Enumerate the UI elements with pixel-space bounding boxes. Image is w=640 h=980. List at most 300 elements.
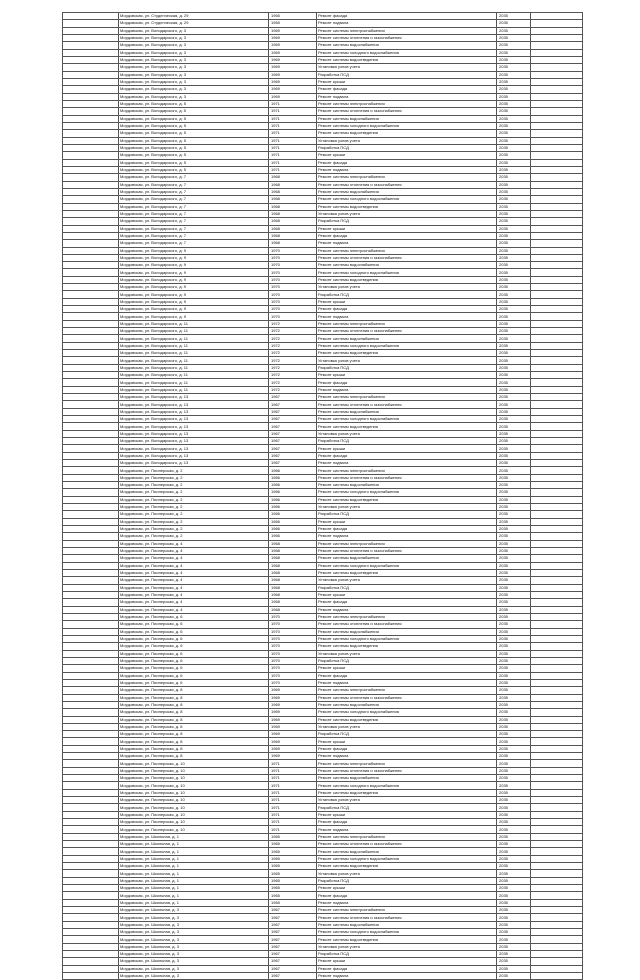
cell-num	[63, 841, 119, 848]
cell-address: Мордовская, ул. Володарского, д. 3	[119, 34, 269, 41]
cell-work: Ремонт крыши	[317, 372, 497, 379]
cell-address: Мордовская, ул. Пионерская, д. 4	[119, 555, 269, 562]
cell-year: 1971	[269, 137, 317, 144]
cell-address: Мордовская, ул. Володарского, д. 5	[119, 166, 269, 173]
table-row	[63, 914, 583, 921]
cell-work: Ремонт системы электроснабжения	[317, 247, 497, 254]
cell-sum	[531, 540, 583, 547]
cell-plan: 2035	[497, 232, 531, 239]
cell-num	[63, 782, 119, 789]
cell-num	[63, 745, 119, 752]
table-row	[63, 797, 583, 804]
cell-plan: 2035	[497, 665, 531, 672]
cell-plan: 2035	[497, 591, 531, 598]
cell-year: 1968	[269, 181, 317, 188]
cell-num	[63, 723, 119, 730]
table-row	[63, 562, 583, 569]
cell-year: 1968	[269, 547, 317, 554]
cell-year: 1970	[269, 635, 317, 642]
cell-year: 1972	[269, 350, 317, 357]
cell-work: Установка узлов учета	[317, 284, 497, 291]
cell-address: Мордовская, ул. Володарского, д. 5	[119, 122, 269, 129]
cell-year: 1969	[269, 738, 317, 745]
table-row	[63, 64, 583, 71]
cell-plan: 2035	[497, 452, 531, 459]
table-row	[63, 100, 583, 107]
cell-address: Мордовская, ул. Школьная, д. 1	[119, 841, 269, 848]
cell-num	[63, 408, 119, 415]
table-row	[63, 203, 583, 210]
table-row	[63, 775, 583, 782]
table-row	[63, 137, 583, 144]
cell-year: 1965	[269, 870, 317, 877]
cell-work: Ремонт системы водоотведения	[317, 789, 497, 796]
cell-work: Ремонт крыши	[317, 445, 497, 452]
cell-num	[63, 914, 119, 921]
cell-work: Ремонт системы холодного водоснабжения	[317, 342, 497, 349]
cell-work: Разработка ПСД	[317, 804, 497, 811]
cell-work: Ремонт подвала	[317, 899, 497, 906]
cell-plan: 2035	[497, 753, 531, 760]
cell-num	[63, 27, 119, 34]
cell-address: Мордовская, ул. Володарского, д. 7	[119, 225, 269, 232]
cell-sum	[531, 863, 583, 870]
cell-year: 1967	[269, 951, 317, 958]
cell-work: Ремонт системы отопления и газоснабжения	[317, 767, 497, 774]
cell-address: Мордовская, ул. Школьная, д. 1	[119, 885, 269, 892]
table-row	[63, 166, 583, 173]
cell-address: Мордовская, ул. Пионерская, д. 8	[119, 745, 269, 752]
cell-plan: 2035	[497, 672, 531, 679]
cell-address: Мордовская, ул. Пионерская, д. 8	[119, 738, 269, 745]
cell-plan: 2035	[497, 262, 531, 269]
cell-num	[63, 225, 119, 232]
cell-year: 1967	[269, 929, 317, 936]
cell-year: 1969	[269, 687, 317, 694]
cell-address: Мордовская, ул. Пионерская, д. 4	[119, 599, 269, 606]
cell-sum	[531, 20, 583, 27]
cell-address: Мордовская, ул. Володарского, д. 5	[119, 108, 269, 115]
cell-plan: 2035	[497, 613, 531, 620]
table-row	[63, 108, 583, 115]
cell-plan: 2035	[497, 907, 531, 914]
cell-plan: 2035	[497, 188, 531, 195]
cell-work: Ремонт системы водоотведения	[317, 496, 497, 503]
cell-address: Мордовская, ул. Пионерская, д. 6	[119, 628, 269, 635]
cell-sum	[531, 328, 583, 335]
table-row	[63, 621, 583, 628]
cell-sum	[531, 342, 583, 349]
cell-sum	[531, 635, 583, 642]
cell-address: Мордовская, ул. Пионерская, д. 4	[119, 606, 269, 613]
cell-work: Ремонт фасада	[317, 965, 497, 972]
cell-address: Мордовская, ул. Школьная, д. 3	[119, 943, 269, 950]
cell-address: Мордовская, ул. Пионерская, д. 4	[119, 569, 269, 576]
cell-address: Мордовская, ул. Пионерская, д. 10	[119, 775, 269, 782]
cell-address: Мордовская, ул. Володарского, д. 13	[119, 452, 269, 459]
cell-address: Мордовская, ул. Пионерская, д. 6	[119, 635, 269, 642]
table-row	[63, 93, 583, 100]
table-row	[63, 423, 583, 430]
cell-num	[63, 13, 119, 20]
cell-address: Мордовская, ул. Пионерская, д. 6	[119, 621, 269, 628]
cell-num	[63, 108, 119, 115]
cell-sum	[531, 767, 583, 774]
cell-work: Ремонт крыши	[317, 591, 497, 598]
table-row	[63, 291, 583, 298]
cell-num	[63, 460, 119, 467]
table-row	[63, 474, 583, 481]
table-row	[63, 753, 583, 760]
table-row	[63, 130, 583, 137]
cell-sum	[531, 174, 583, 181]
cell-year: 1969	[269, 701, 317, 708]
cell-num	[63, 606, 119, 613]
cell-address: Мордовская, ул. Володарского, д. 13	[119, 438, 269, 445]
cell-year: 1967	[269, 460, 317, 467]
cell-address: Мордовская, ул. Пионерская, д. 8	[119, 723, 269, 730]
cell-address: Мордовская, ул. Пионерская, д. 4	[119, 591, 269, 598]
cell-sum	[531, 93, 583, 100]
cell-num	[63, 899, 119, 906]
cell-num	[63, 943, 119, 950]
cell-plan: 2035	[497, 247, 531, 254]
cell-work: Ремонт системы электроснабжения	[317, 100, 497, 107]
cell-plan: 2035	[497, 584, 531, 591]
cell-address: Мордовская, ул. Володарского, д. 7	[119, 188, 269, 195]
table-row	[63, 687, 583, 694]
cell-address: Мордовская, ул. Студенческая, д. 29	[119, 20, 269, 27]
cell-work: Ремонт фасада	[317, 306, 497, 313]
cell-sum	[531, 584, 583, 591]
cell-plan: 2035	[497, 643, 531, 650]
cell-work: Ремонт системы водоснабжения	[317, 628, 497, 635]
cell-plan: 2035	[497, 863, 531, 870]
cell-num	[63, 350, 119, 357]
cell-year: 1968	[269, 232, 317, 239]
cell-year: 1971	[269, 122, 317, 129]
cell-address: Мордовская, ул. Володарского, д. 13	[119, 394, 269, 401]
cell-year: 1969	[269, 27, 317, 34]
cell-year: 1970	[269, 628, 317, 635]
cell-address: Мордовская, ул. Пионерская, д. 10	[119, 789, 269, 796]
cell-plan: 2035	[497, 474, 531, 481]
cell-sum	[531, 738, 583, 745]
cell-year: 1971	[269, 826, 317, 833]
cell-year: 1970	[269, 665, 317, 672]
cell-work: Ремонт системы холодного водоснабжения	[317, 489, 497, 496]
cell-address: Мордовская, ул. Школьная, д. 1	[119, 833, 269, 840]
cell-sum	[531, 445, 583, 452]
cell-year: 1967	[269, 438, 317, 445]
cell-year: 1967	[269, 452, 317, 459]
cell-work: Ремонт подвала	[317, 240, 497, 247]
cell-address: Мордовская, ул. Володарского, д. 5	[119, 115, 269, 122]
table-row	[63, 657, 583, 664]
cell-sum	[531, 144, 583, 151]
cell-address: Мордовская, ул. Володарского, д. 7	[119, 174, 269, 181]
table-row	[63, 628, 583, 635]
cell-num	[63, 438, 119, 445]
cell-year: 1968	[269, 196, 317, 203]
cell-sum	[531, 496, 583, 503]
cell-num	[63, 577, 119, 584]
cell-year: 1966	[269, 511, 317, 518]
cell-sum	[531, 247, 583, 254]
cell-sum	[531, 379, 583, 386]
cell-sum	[531, 430, 583, 437]
cell-sum	[531, 731, 583, 738]
cell-year: 1967	[269, 430, 317, 437]
cell-work: Разработка ПСД	[317, 584, 497, 591]
cell-address: Мордовская, ул. Володарского, д. 9	[119, 262, 269, 269]
cell-address: Мордовская, ул. Пионерская, д. 6	[119, 613, 269, 620]
cell-num	[63, 555, 119, 562]
cell-address: Мордовская, ул. Пионерская, д. 6	[119, 650, 269, 657]
cell-plan: 2035	[497, 577, 531, 584]
cell-num	[63, 533, 119, 540]
cell-sum	[531, 482, 583, 489]
table-row	[63, 188, 583, 195]
cell-sum	[531, 320, 583, 327]
cell-sum	[531, 643, 583, 650]
table-row	[63, 972, 583, 979]
table-row	[63, 716, 583, 723]
cell-num	[63, 247, 119, 254]
cell-work: Ремонт системы водоотведения	[317, 423, 497, 430]
cell-year: 1972	[269, 335, 317, 342]
cell-address: Мордовская, ул. Школьная, д. 1	[119, 877, 269, 884]
cell-plan: 2035	[497, 731, 531, 738]
cell-work: Ремонт системы холодного водоснабжения	[317, 855, 497, 862]
table-row	[63, 34, 583, 41]
cell-sum	[531, 672, 583, 679]
table-row	[63, 599, 583, 606]
cell-work: Ремонт системы водоснабжения	[317, 555, 497, 562]
cell-work: Ремонт крыши	[317, 518, 497, 525]
table-row	[63, 27, 583, 34]
cell-year: 1970	[269, 276, 317, 283]
cell-work: Установка узлов учета	[317, 64, 497, 71]
cell-sum	[531, 679, 583, 686]
table-row	[63, 613, 583, 620]
cell-year: 1969	[269, 753, 317, 760]
cell-year: 1966	[269, 496, 317, 503]
cell-address: Мордовская, ул. Пионерская, д. 4	[119, 540, 269, 547]
table-row	[63, 650, 583, 657]
cell-work: Ремонт системы водоотведения	[317, 936, 497, 943]
cell-address: Мордовская, ул. Пионерская, д. 6	[119, 657, 269, 664]
cell-year: 1967	[269, 936, 317, 943]
cell-num	[63, 100, 119, 107]
cell-address: Мордовская, ул. Пионерская, д. 2	[119, 503, 269, 510]
cell-plan: 2035	[497, 657, 531, 664]
cell-num	[63, 320, 119, 327]
cell-address: Мордовская, ул. Школьная, д. 1	[119, 848, 269, 855]
table-row	[63, 174, 583, 181]
cell-address: Мордовская, ул. Володарского, д. 7	[119, 181, 269, 188]
cell-sum	[531, 665, 583, 672]
cell-num	[63, 679, 119, 686]
cell-work: Ремонт крыши	[317, 738, 497, 745]
cell-plan: 2035	[497, 13, 531, 20]
cell-plan: 2035	[497, 78, 531, 85]
cell-work: Установка узлов учета	[317, 503, 497, 510]
cell-work: Ремонт системы водоснабжения	[317, 701, 497, 708]
table-row	[63, 767, 583, 774]
cell-address: Мордовская, ул. Володарского, д. 7	[119, 218, 269, 225]
cell-sum	[531, 907, 583, 914]
cell-plan: 2035	[497, 797, 531, 804]
table-row	[63, 547, 583, 554]
cell-work: Ремонт подвала	[317, 460, 497, 467]
table-row	[63, 357, 583, 364]
cell-num	[63, 584, 119, 591]
table-row	[63, 71, 583, 78]
table-row	[63, 958, 583, 965]
cell-work: Ремонт системы электроснабжения	[317, 687, 497, 694]
cell-num	[63, 78, 119, 85]
cell-work: Ремонт системы электроснабжения	[317, 27, 497, 34]
cell-work: Ремонт системы водоснабжения	[317, 188, 497, 195]
cell-sum	[531, 921, 583, 928]
cell-work: Ремонт подвала	[317, 972, 497, 979]
cell-work: Ремонт крыши	[317, 885, 497, 892]
cell-plan: 2035	[497, 965, 531, 972]
cell-work: Ремонт крыши	[317, 225, 497, 232]
cell-address: Мордовская, ул. Володарского, д. 9	[119, 247, 269, 254]
table-row	[63, 328, 583, 335]
cell-work: Ремонт подвала	[317, 826, 497, 833]
table-row	[63, 78, 583, 85]
cell-sum	[531, 159, 583, 166]
table-row	[63, 907, 583, 914]
cell-address: Мордовская, ул. Володарского, д. 13	[119, 430, 269, 437]
cell-work: Ремонт системы холодного водоснабжения	[317, 196, 497, 203]
cell-sum	[531, 877, 583, 884]
cell-year: 1972	[269, 342, 317, 349]
cell-work: Ремонт подвала	[317, 93, 497, 100]
cell-num	[63, 34, 119, 41]
cell-num	[63, 86, 119, 93]
cell-work: Ремонт подвала	[317, 386, 497, 393]
cell-year: 1968	[269, 203, 317, 210]
cell-work: Ремонт подвала	[317, 606, 497, 613]
cell-sum	[531, 511, 583, 518]
cell-work: Ремонт системы водоснабжения	[317, 921, 497, 928]
cell-plan: 2035	[497, 49, 531, 56]
table-row	[63, 951, 583, 958]
table-row	[63, 225, 583, 232]
table-row	[63, 745, 583, 752]
cell-work: Ремонт системы водоотведения	[317, 716, 497, 723]
cell-num	[63, 929, 119, 936]
cell-year: 1967	[269, 423, 317, 430]
table-row	[63, 665, 583, 672]
cell-year: 1971	[269, 166, 317, 173]
cell-num	[63, 591, 119, 598]
cell-address: Мордовская, ул. Пионерская, д. 10	[119, 826, 269, 833]
cell-sum	[531, 203, 583, 210]
table-row	[63, 13, 583, 20]
cell-year: 1969	[269, 34, 317, 41]
cell-work: Ремонт системы холодного водоснабжения	[317, 709, 497, 716]
cell-plan: 2035	[497, 196, 531, 203]
table-row	[63, 408, 583, 415]
table-row	[63, 841, 583, 848]
cell-num	[63, 342, 119, 349]
cell-num	[63, 753, 119, 760]
cell-sum	[531, 899, 583, 906]
cell-num	[63, 921, 119, 928]
table-row	[63, 181, 583, 188]
cell-year: 1972	[269, 328, 317, 335]
cell-num	[63, 210, 119, 217]
cell-num	[63, 203, 119, 210]
cell-year: 1972	[269, 372, 317, 379]
cell-sum	[531, 306, 583, 313]
cell-year: 1967	[269, 408, 317, 415]
cell-work: Ремонт системы холодного водоснабжения	[317, 782, 497, 789]
cell-address: Мордовская, ул. Пионерская, д. 2	[119, 525, 269, 532]
table-row	[63, 269, 583, 276]
cell-work: Ремонт системы электроснабжения	[317, 760, 497, 767]
cell-work: Ремонт крыши	[317, 298, 497, 305]
cell-address: Мордовская, ул. Володарского, д. 3	[119, 27, 269, 34]
cell-work: Установка узлов учета	[317, 357, 497, 364]
cell-num	[63, 613, 119, 620]
cell-sum	[531, 350, 583, 357]
table-row	[63, 313, 583, 320]
cell-year: 1971	[269, 819, 317, 826]
cell-num	[63, 401, 119, 408]
table-row	[63, 672, 583, 679]
cell-num	[63, 144, 119, 151]
cell-address: Мордовская, ул. Володарского, д. 13	[119, 408, 269, 415]
cell-sum	[531, 533, 583, 540]
cell-address: Мордовская, ул. Пионерская, д. 4	[119, 577, 269, 584]
table-row	[63, 42, 583, 49]
cell-num	[63, 892, 119, 899]
table-row	[63, 503, 583, 510]
cell-work: Ремонт крыши	[317, 78, 497, 85]
cell-work: Ремонт системы отопления и газоснабжения	[317, 474, 497, 481]
cell-year: 1971	[269, 108, 317, 115]
cell-year: 1969	[269, 56, 317, 63]
cell-work: Ремонт системы отопления и газоснабжения	[317, 621, 497, 628]
cell-address: Мордовская, ул. Володарского, д. 9	[119, 276, 269, 283]
cell-sum	[531, 313, 583, 320]
cell-num	[63, 643, 119, 650]
cell-num	[63, 709, 119, 716]
cell-work: Ремонт системы электроснабжения	[317, 467, 497, 474]
cell-plan: 2035	[497, 738, 531, 745]
cell-work: Ремонт подвала	[317, 533, 497, 540]
cell-year: 1966	[269, 482, 317, 489]
cell-num	[63, 635, 119, 642]
cell-address: Мордовская, ул. Володарского, д. 9	[119, 306, 269, 313]
cell-plan: 2035	[497, 269, 531, 276]
cell-year: 1965	[269, 885, 317, 892]
cell-work: Ремонт фасада	[317, 525, 497, 532]
cell-sum	[531, 525, 583, 532]
cell-sum	[531, 49, 583, 56]
cell-sum	[531, 298, 583, 305]
cell-sum	[531, 892, 583, 899]
cell-plan: 2035	[497, 694, 531, 701]
cell-work: Ремонт системы отопления и газоснабжения	[317, 841, 497, 848]
cell-year: 1967	[269, 394, 317, 401]
